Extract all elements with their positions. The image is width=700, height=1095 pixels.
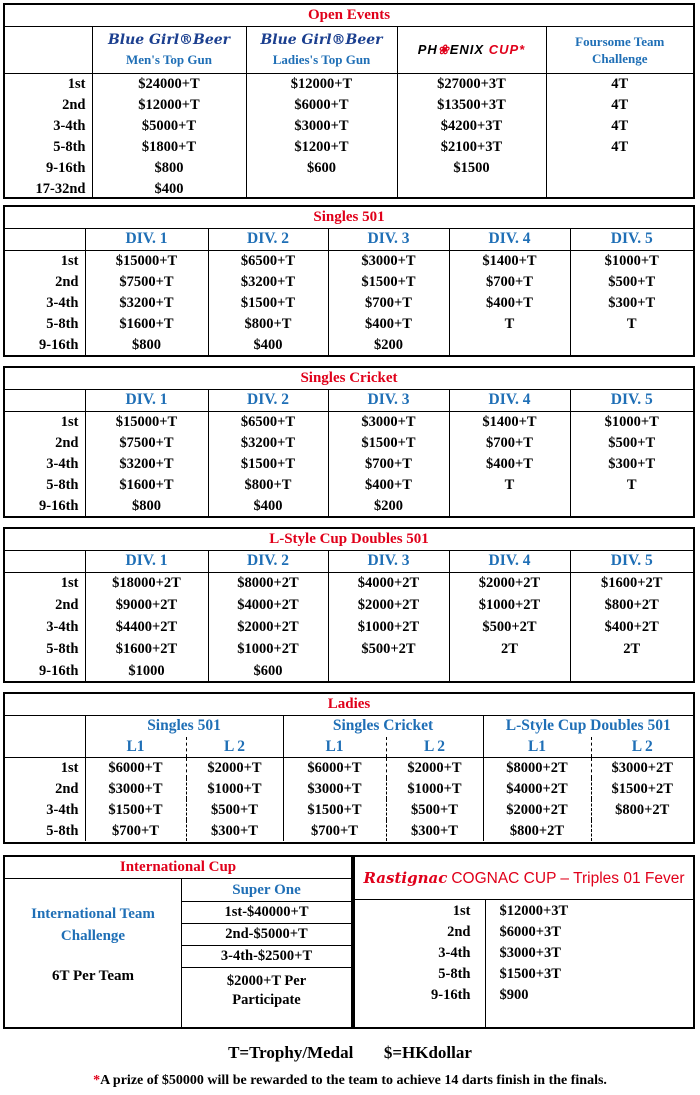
table-row — [5, 292, 693, 313]
prize-cell: $1500+T — [208, 292, 328, 313]
prize-cell — [449, 495, 570, 516]
table-row — [5, 271, 693, 292]
table-row — [5, 638, 693, 660]
table-row — [5, 594, 693, 616]
prize-cell: $500+2T — [449, 616, 570, 638]
prize-cell: $400 — [208, 334, 328, 355]
prize-cell: 2T — [449, 638, 570, 660]
table-row — [5, 157, 693, 178]
footnote-star: * — [93, 1073, 101, 1088]
prize-cell: $400+T — [449, 453, 570, 474]
prize-cell: $1000+2T — [208, 638, 328, 660]
ladies-table — [5, 715, 693, 841]
table-row — [5, 453, 693, 474]
division-header: DIV. 2 — [208, 390, 328, 411]
table-row — [5, 757, 693, 778]
table-row — [5, 136, 693, 157]
prize-cell: T — [449, 313, 570, 334]
prize-cell: $3000+T — [283, 778, 386, 799]
table-row — [355, 984, 693, 1005]
table-row — [5, 660, 693, 682]
place-label: 1st — [60, 575, 79, 592]
division-header: DIV. 1 — [85, 390, 208, 411]
prize-cell: $700+T — [328, 292, 449, 313]
place-label: 1st — [60, 252, 79, 269]
table-row — [5, 313, 693, 334]
place-label: 2nd — [55, 434, 79, 451]
place-label: 9-16th — [39, 663, 79, 679]
table-row — [5, 572, 693, 594]
open-events-box — [3, 3, 695, 199]
prize-cell: $1500+2T — [591, 778, 693, 799]
prize-cell: $5000+T — [92, 115, 246, 136]
prize-cell: $6000+3T — [485, 921, 693, 942]
prize-cell: $900 — [485, 984, 693, 1005]
prize-cell — [397, 178, 546, 199]
table-row — [5, 250, 693, 271]
prize-cell: 4T — [546, 136, 693, 157]
prize-cell: $13500+3T — [397, 94, 546, 115]
table-row — [5, 334, 693, 355]
prize-cell: $500+T — [570, 432, 693, 453]
division-header: DIV. 1 — [85, 229, 208, 250]
blue-girl-beer-logo: Blue Girl®Beer — [260, 31, 383, 48]
prize-cell: 4T — [546, 94, 693, 115]
super-one-prize: 3-4th-$2500+T — [182, 946, 351, 968]
table-row — [5, 495, 693, 516]
prize-cell: $3000+T — [328, 250, 449, 271]
prize-cell: T — [570, 313, 693, 334]
place-label: 17-32nd — [35, 180, 86, 197]
prize-cell: $1500+T — [283, 799, 386, 820]
place-label: 1st — [60, 413, 79, 430]
corner-cell — [5, 390, 85, 411]
table-row — [355, 942, 693, 963]
challenge-label: Challenge — [60, 928, 126, 944]
cognac-table — [355, 900, 693, 1027]
table-row — [355, 963, 693, 984]
place-label: 9-16th — [46, 159, 86, 176]
place-label: 5-8th — [46, 822, 79, 839]
table-row — [5, 411, 693, 432]
prize-cell: $1500+3T — [485, 963, 693, 984]
cognac-cup-header — [355, 857, 693, 900]
prize-cell: $2000+2T — [328, 594, 449, 616]
super-one-panel — [181, 879, 351, 1028]
singles-501-title: Singles 501 — [5, 207, 693, 229]
prize-cell: 2T — [570, 638, 693, 660]
prize-cell: $9000+2T — [85, 594, 208, 616]
prize-cell — [591, 820, 693, 841]
prize-cell: $15000+T — [85, 250, 208, 271]
table-row — [5, 474, 693, 495]
prize-cell: $27000+3T — [397, 73, 546, 94]
lstyle-doubles-table — [5, 551, 693, 682]
prize-cell: $4000+2T — [328, 572, 449, 594]
prize-cell: 4T — [546, 73, 693, 94]
prize-cell — [546, 178, 693, 199]
division-header: DIV. 4 — [449, 390, 570, 411]
table-row — [5, 778, 693, 799]
place-label: 2nd — [55, 273, 79, 290]
place-label: 3-4th — [46, 294, 79, 311]
place-label: 2nd — [62, 96, 86, 113]
prize-cell: $4200+3T — [397, 115, 546, 136]
prize-cell: $800 — [85, 334, 208, 355]
place-label: 3-4th — [46, 619, 79, 635]
prize-cell: $6000+T — [283, 757, 386, 778]
phoenix-cup-logo: PH❀ENIX CUP* — [417, 41, 526, 57]
prize-cell: $200 — [328, 334, 449, 355]
prize-cell: $1000+2T — [449, 594, 570, 616]
place-label: 1st — [452, 902, 471, 919]
place-label: 3-4th — [46, 801, 79, 818]
place-label: 5-8th — [46, 315, 79, 332]
prize-cell: $1500+T — [328, 432, 449, 453]
division-header: DIV. 4 — [449, 229, 570, 250]
prize-cell: $500+T — [186, 799, 283, 820]
place-label: 3-4th — [438, 944, 471, 961]
super-one-prize: 2nd-$5000+T — [182, 924, 351, 946]
division-header: DIV. 2 — [208, 551, 328, 572]
prize-cell: $8000+2T — [208, 572, 328, 594]
cognac-cup-box — [353, 855, 695, 1029]
mens-top-gun-label: Men's Top Gun — [126, 51, 212, 67]
legend-trophy: T=Trophy/Medal — [228, 1043, 354, 1062]
prize-cell: $2000+2T — [449, 572, 570, 594]
prize-cell: $12000+T — [246, 73, 397, 94]
empty-cell — [485, 1005, 693, 1027]
prize-cell: $200 — [328, 495, 449, 516]
ladies-level-header: L1 — [483, 737, 591, 758]
prize-cell: $12000+3T — [485, 900, 693, 921]
prize-cell: $300+T — [386, 820, 483, 841]
table-row — [5, 432, 693, 453]
prize-cell — [570, 334, 693, 355]
footnote-text: A prize of $50000 will be rewarded to the team to achieve 14 darts finish in the finals. — [100, 1073, 607, 1088]
ladies-level-header: L 2 — [186, 737, 283, 758]
prize-cell: $3000+2T — [591, 757, 693, 778]
table-row — [355, 900, 693, 921]
prize-cell: $24000+T — [92, 73, 246, 94]
header-foursome: Foursome Team Challenge — [546, 27, 693, 73]
place-label: 5-8th — [53, 138, 86, 155]
table-row — [5, 73, 693, 94]
corner-cell — [5, 716, 85, 737]
prize-cell: $500+T — [386, 799, 483, 820]
prize-cell: $1000+T — [570, 250, 693, 271]
place-label: 5-8th — [46, 641, 79, 657]
per-participate: $2000+T Per Participate — [226, 973, 307, 1008]
table-row — [5, 820, 693, 841]
prize-cell: $1600+T — [85, 474, 208, 495]
header-ladies-top-gun — [246, 27, 397, 73]
rastignac-logo: Rastignac — [363, 869, 448, 887]
corner-cell — [5, 229, 85, 250]
place-label: 9-16th — [431, 986, 471, 1003]
prize-cell: $800+2T — [591, 799, 693, 820]
prize-cell: $8000+2T — [483, 757, 591, 778]
prize-cell — [570, 495, 693, 516]
prize-cell: $2100+3T — [397, 136, 546, 157]
table-row — [355, 921, 693, 942]
ladies-group-header: Singles Cricket — [283, 716, 483, 737]
singles-cricket-title: Singles Cricket — [5, 368, 693, 390]
division-header: DIV. 1 — [85, 551, 208, 572]
empty-cell — [355, 1005, 485, 1027]
table-row — [5, 799, 693, 820]
prize-cell: $3200+T — [208, 271, 328, 292]
international-team-panel — [5, 879, 181, 1028]
prize-cell: $4000+2T — [483, 778, 591, 799]
prize-cell — [449, 334, 570, 355]
singles-501-table — [5, 229, 693, 355]
prize-cell: $700+T — [449, 271, 570, 292]
lstyle-doubles-box — [3, 527, 695, 683]
super-one-prize: 1st-$40000+T — [182, 902, 351, 924]
legend-dollar: $=HKdollar — [383, 1043, 472, 1062]
division-header: DIV. 3 — [328, 229, 449, 250]
prize-cell: $300+T — [186, 820, 283, 841]
prize-cell: $12000+T — [92, 94, 246, 115]
footnote — [0, 1073, 700, 1089]
prize-cell: $1500+T — [328, 271, 449, 292]
prize-cell: $1000+T — [570, 411, 693, 432]
prize-cell — [246, 178, 397, 199]
open-events-corner — [5, 27, 92, 73]
table-row — [5, 178, 693, 199]
division-header: DIV. 4 — [449, 551, 570, 572]
place-label: 5-8th — [438, 965, 471, 982]
prize-cell: $7500+T — [85, 271, 208, 292]
prize-cell: $1600+T — [85, 313, 208, 334]
prize-cell: $800+2T — [570, 594, 693, 616]
cognac-cup-title: COGNAC CUP – Triples 01 Fever — [451, 870, 685, 887]
prize-cell: $400+2T — [570, 616, 693, 638]
prize-cell: $1400+T — [449, 411, 570, 432]
prize-cell: $1000+T — [386, 778, 483, 799]
prize-cell: $800+T — [208, 313, 328, 334]
corner-cell — [5, 737, 85, 758]
ladies-top-gun-label: Ladies's Top Gun — [272, 51, 371, 67]
prize-cell: $6000+T — [85, 757, 186, 778]
division-header: DIV. 3 — [328, 551, 449, 572]
division-header: DIV. 5 — [570, 551, 693, 572]
prize-cell: $3200+T — [85, 292, 208, 313]
prize-cell: $2000+2T — [208, 616, 328, 638]
prize-cell: $1600+2T — [570, 572, 693, 594]
phoenix-emblem-icon: ❀ — [437, 41, 450, 57]
legend — [0, 1043, 700, 1063]
prize-cell: $800 — [85, 495, 208, 516]
prize-cell: $1400+T — [449, 250, 570, 271]
prize-cell: $7500+T — [85, 432, 208, 453]
prize-cell: $1600+2T — [85, 638, 208, 660]
place-label: 5-8th — [46, 476, 79, 493]
division-header: DIV. 5 — [570, 229, 693, 250]
international-cup-title: International Cup — [5, 857, 351, 879]
prize-cell: $400+T — [449, 292, 570, 313]
international-team-label: International Team — [31, 906, 155, 922]
place-label: 2nd — [55, 597, 79, 613]
prize-cell: $400+T — [328, 474, 449, 495]
prize-cell: $400+T — [328, 313, 449, 334]
prize-cell: $300+T — [570, 453, 693, 474]
prize-cell: $300+T — [570, 292, 693, 313]
place-label: 1st — [60, 759, 79, 776]
prize-cell — [449, 660, 570, 682]
international-cup-box — [3, 855, 353, 1029]
prize-cell: $2000+2T — [483, 799, 591, 820]
prize-cell: $700+T — [85, 820, 186, 841]
prize-cell: $800+T — [208, 474, 328, 495]
ladies-level-header: L1 — [283, 737, 386, 758]
table-row — [5, 94, 693, 115]
table-row — [5, 616, 693, 638]
prize-cell: T — [570, 474, 693, 495]
lstyle-doubles-title: L-Style Cup Doubles 501 — [5, 529, 693, 551]
prize-cell: $3000+T — [328, 411, 449, 432]
prize-cell: $600 — [246, 157, 397, 178]
prize-cell: $700+T — [328, 453, 449, 474]
prize-cell: $1000+2T — [328, 616, 449, 638]
prize-cell: $3200+T — [85, 453, 208, 474]
place-label: 3-4th — [46, 455, 79, 472]
prize-cell: $400 — [208, 495, 328, 516]
prize-cell: $600 — [208, 660, 328, 682]
prize-cell: $6500+T — [208, 250, 328, 271]
table-row — [355, 1005, 693, 1027]
prize-cell: $800 — [92, 157, 246, 178]
prize-cell: $400 — [92, 178, 246, 199]
six-t-per-team: 6T Per Team — [52, 968, 134, 984]
place-label: 1st — [67, 75, 86, 92]
corner-cell — [5, 551, 85, 572]
prize-cell: $3200+T — [208, 432, 328, 453]
singles-cricket-table — [5, 390, 693, 516]
place-label: 3-4th — [53, 117, 86, 134]
ladies-box — [3, 692, 695, 844]
prize-cell — [328, 660, 449, 682]
super-one-title: Super One — [182, 879, 351, 902]
prize-cell: $15000+T — [85, 411, 208, 432]
ladies-title: Ladies — [327, 696, 371, 712]
prize-cell: $3000+T — [85, 778, 186, 799]
prize-cell: $1500 — [397, 157, 546, 178]
division-header: DIV. 2 — [208, 229, 328, 250]
prize-cell: $700+T — [283, 820, 386, 841]
prize-cell: $4400+2T — [85, 616, 208, 638]
blue-girl-beer-logo: Blue Girl®Beer — [107, 31, 231, 48]
prize-cell: $1500+T — [208, 453, 328, 474]
prize-cell: $2000+T — [186, 757, 283, 778]
prize-cell: $4000+2T — [208, 594, 328, 616]
prize-cell — [546, 157, 693, 178]
ladies-group-header: L-Style Cup Doubles 501 — [483, 716, 693, 737]
singles-cricket-box — [3, 366, 695, 518]
prize-cell: T — [449, 474, 570, 495]
prize-cell: $500+T — [570, 271, 693, 292]
prize-cell: $3000+3T — [485, 942, 693, 963]
ladies-group-header: Singles 501 — [85, 716, 283, 737]
prize-cell: $3000+T — [246, 115, 397, 136]
ladies-level-header: L 2 — [386, 737, 483, 758]
prize-cell: $800+2T — [483, 820, 591, 841]
prize-cell: $500+2T — [328, 638, 449, 660]
place-label: 2nd — [55, 780, 79, 797]
division-header: DIV. 3 — [328, 390, 449, 411]
open-events-table — [5, 27, 693, 199]
prize-cell: $1200+T — [246, 136, 397, 157]
prize-cell: $1800+T — [92, 136, 246, 157]
table-row — [5, 115, 693, 136]
prize-cell: $6000+T — [246, 94, 397, 115]
open-events-title: Open Events — [5, 5, 693, 27]
ladies-level-header: L 2 — [591, 737, 693, 758]
prize-cell: $18000+2T — [85, 572, 208, 594]
ladies-level-header: L1 — [85, 737, 186, 758]
prize-cell — [570, 660, 693, 682]
division-header: DIV. 5 — [570, 390, 693, 411]
prize-cell: $2000+T — [386, 757, 483, 778]
place-label: 2nd — [447, 923, 471, 940]
prize-cell: $1500+T — [85, 799, 186, 820]
prize-cell: $700+T — [449, 432, 570, 453]
header-mens-top-gun — [92, 27, 246, 73]
header-phoenix-cup — [397, 27, 546, 73]
singles-501-box — [3, 205, 695, 357]
place-label: 9-16th — [39, 336, 79, 353]
prize-cell: 4T — [546, 115, 693, 136]
place-label: 9-16th — [39, 497, 79, 514]
prize-cell: $6500+T — [208, 411, 328, 432]
prize-cell: $1000+T — [186, 778, 283, 799]
prize-cell: $1000 — [85, 660, 208, 682]
